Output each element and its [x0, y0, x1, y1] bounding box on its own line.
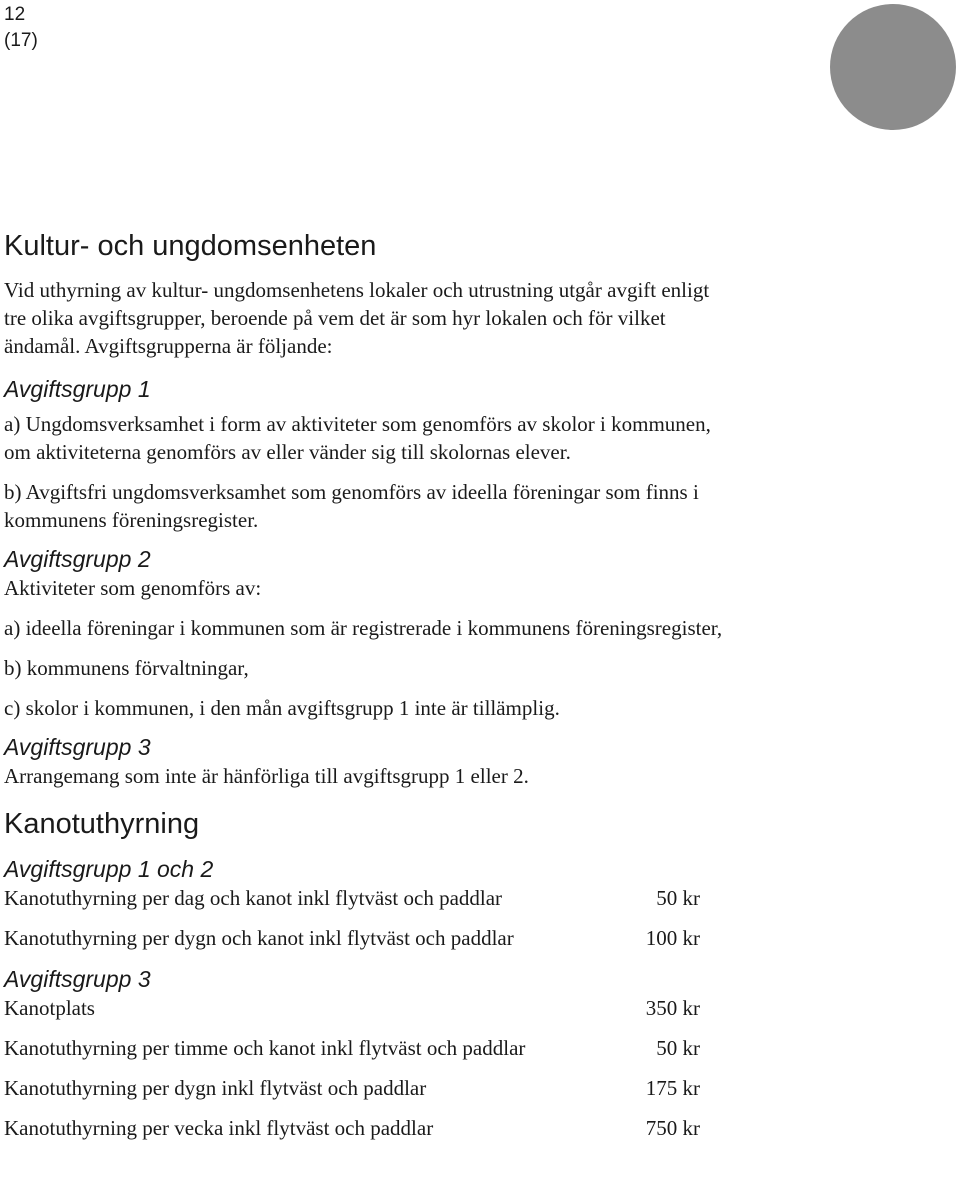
price-row	[4, 1034, 954, 1062]
group1-item-a-line: a) Ungdomsverksamhet i form av aktiviteter som genomförs av skolor i kommunen,	[4, 412, 711, 436]
price-row	[4, 884, 954, 912]
price-row-desc: Kanotuthyrning per timme och kanot inkl flytväst och paddlar	[4, 1036, 526, 1060]
page-number-current: 12	[4, 4, 26, 25]
price-row-desc: Kanotuthyrning per dygn och kanot inkl flytväst och paddlar	[4, 926, 514, 950]
price-row	[4, 994, 954, 1022]
intro-line: tre olika avgiftsgrupper, beroende på vem det är som hyr lokalen och för vilket	[4, 306, 666, 330]
price-row-amount: 100 kr	[645, 926, 700, 950]
group3-text: Arrangemang som inte är hänförliga till avgiftsgrupp 1 eller 2.	[4, 764, 529, 788]
price-row-amount: 50 kr	[656, 1036, 700, 1060]
section-title-kanot: Kanotuthyrning	[4, 808, 200, 840]
price-row-amount: 175 kr	[645, 1076, 700, 1100]
kanot-group3-table	[4, 994, 954, 1142]
group1-item-b-line: kommunens föreningsregister.	[4, 508, 259, 532]
price-row-desc: Kanotuthyrning per dag och kanot inkl flytväst och paddlar	[4, 886, 503, 910]
document-body	[4, 226, 954, 1142]
price-row	[4, 924, 954, 952]
page-number	[4, 2, 38, 54]
price-row-desc: Kanotplats	[4, 996, 95, 1020]
kanot-group12-table	[4, 884, 954, 952]
intro-line: Vid uthyrning av kultur- ungdomsenhetens lokaler och utrustning utgår avgift enligt	[4, 278, 710, 302]
group2-item-b: b) kommunens förvaltningar,	[4, 656, 249, 680]
intro-paragraph	[4, 276, 954, 360]
group1-item-b-line: b) Avgiftsfri ungdomsverksamhet som genomförs av ideella föreningar som finns i	[4, 480, 699, 504]
price-row	[4, 1074, 954, 1102]
group2-lead: Aktiviteter som genomförs av:	[4, 576, 262, 600]
intro-line: ändamål. Avgiftsgrupperna är följande:	[4, 334, 333, 358]
price-row	[4, 1114, 954, 1142]
group1-item-a	[4, 410, 954, 466]
kanot-group12-heading: Avgiftsgrupp 1 och 2	[4, 856, 214, 882]
price-row-amount: 750 kr	[645, 1116, 700, 1140]
price-row-desc: Kanotuthyrning per dygn inkl flytväst och paddlar	[4, 1076, 427, 1100]
section-title-kultur: Kultur- och ungdomsenheten	[4, 230, 377, 262]
kanot-group3-heading: Avgiftsgrupp 3	[4, 966, 151, 992]
price-row-amount: 50 kr	[656, 886, 700, 910]
group1-heading: Avgiftsgrupp 1	[4, 376, 151, 402]
price-row-desc: Kanotuthyrning per vecka inkl flytväst och paddlar	[4, 1116, 434, 1140]
group1-item-a-line: om aktiviteterna genomförs av eller vänder sig till skolornas elever.	[4, 440, 571, 464]
group1-item-b	[4, 478, 954, 534]
logo-circle	[830, 4, 956, 130]
price-row-amount: 350 kr	[645, 996, 700, 1020]
group2-heading: Avgiftsgrupp 2	[4, 546, 151, 572]
page-number-total: (17)	[4, 30, 38, 51]
group3-heading: Avgiftsgrupp 3	[4, 734, 151, 760]
group2-item-a: a) ideella föreningar i kommunen som är registrerade i kommunens föreningsregister,	[4, 616, 723, 640]
group2-item-c: c) skolor i kommunen, i den mån avgiftsgrupp 1 inte är tillämplig.	[4, 696, 560, 720]
